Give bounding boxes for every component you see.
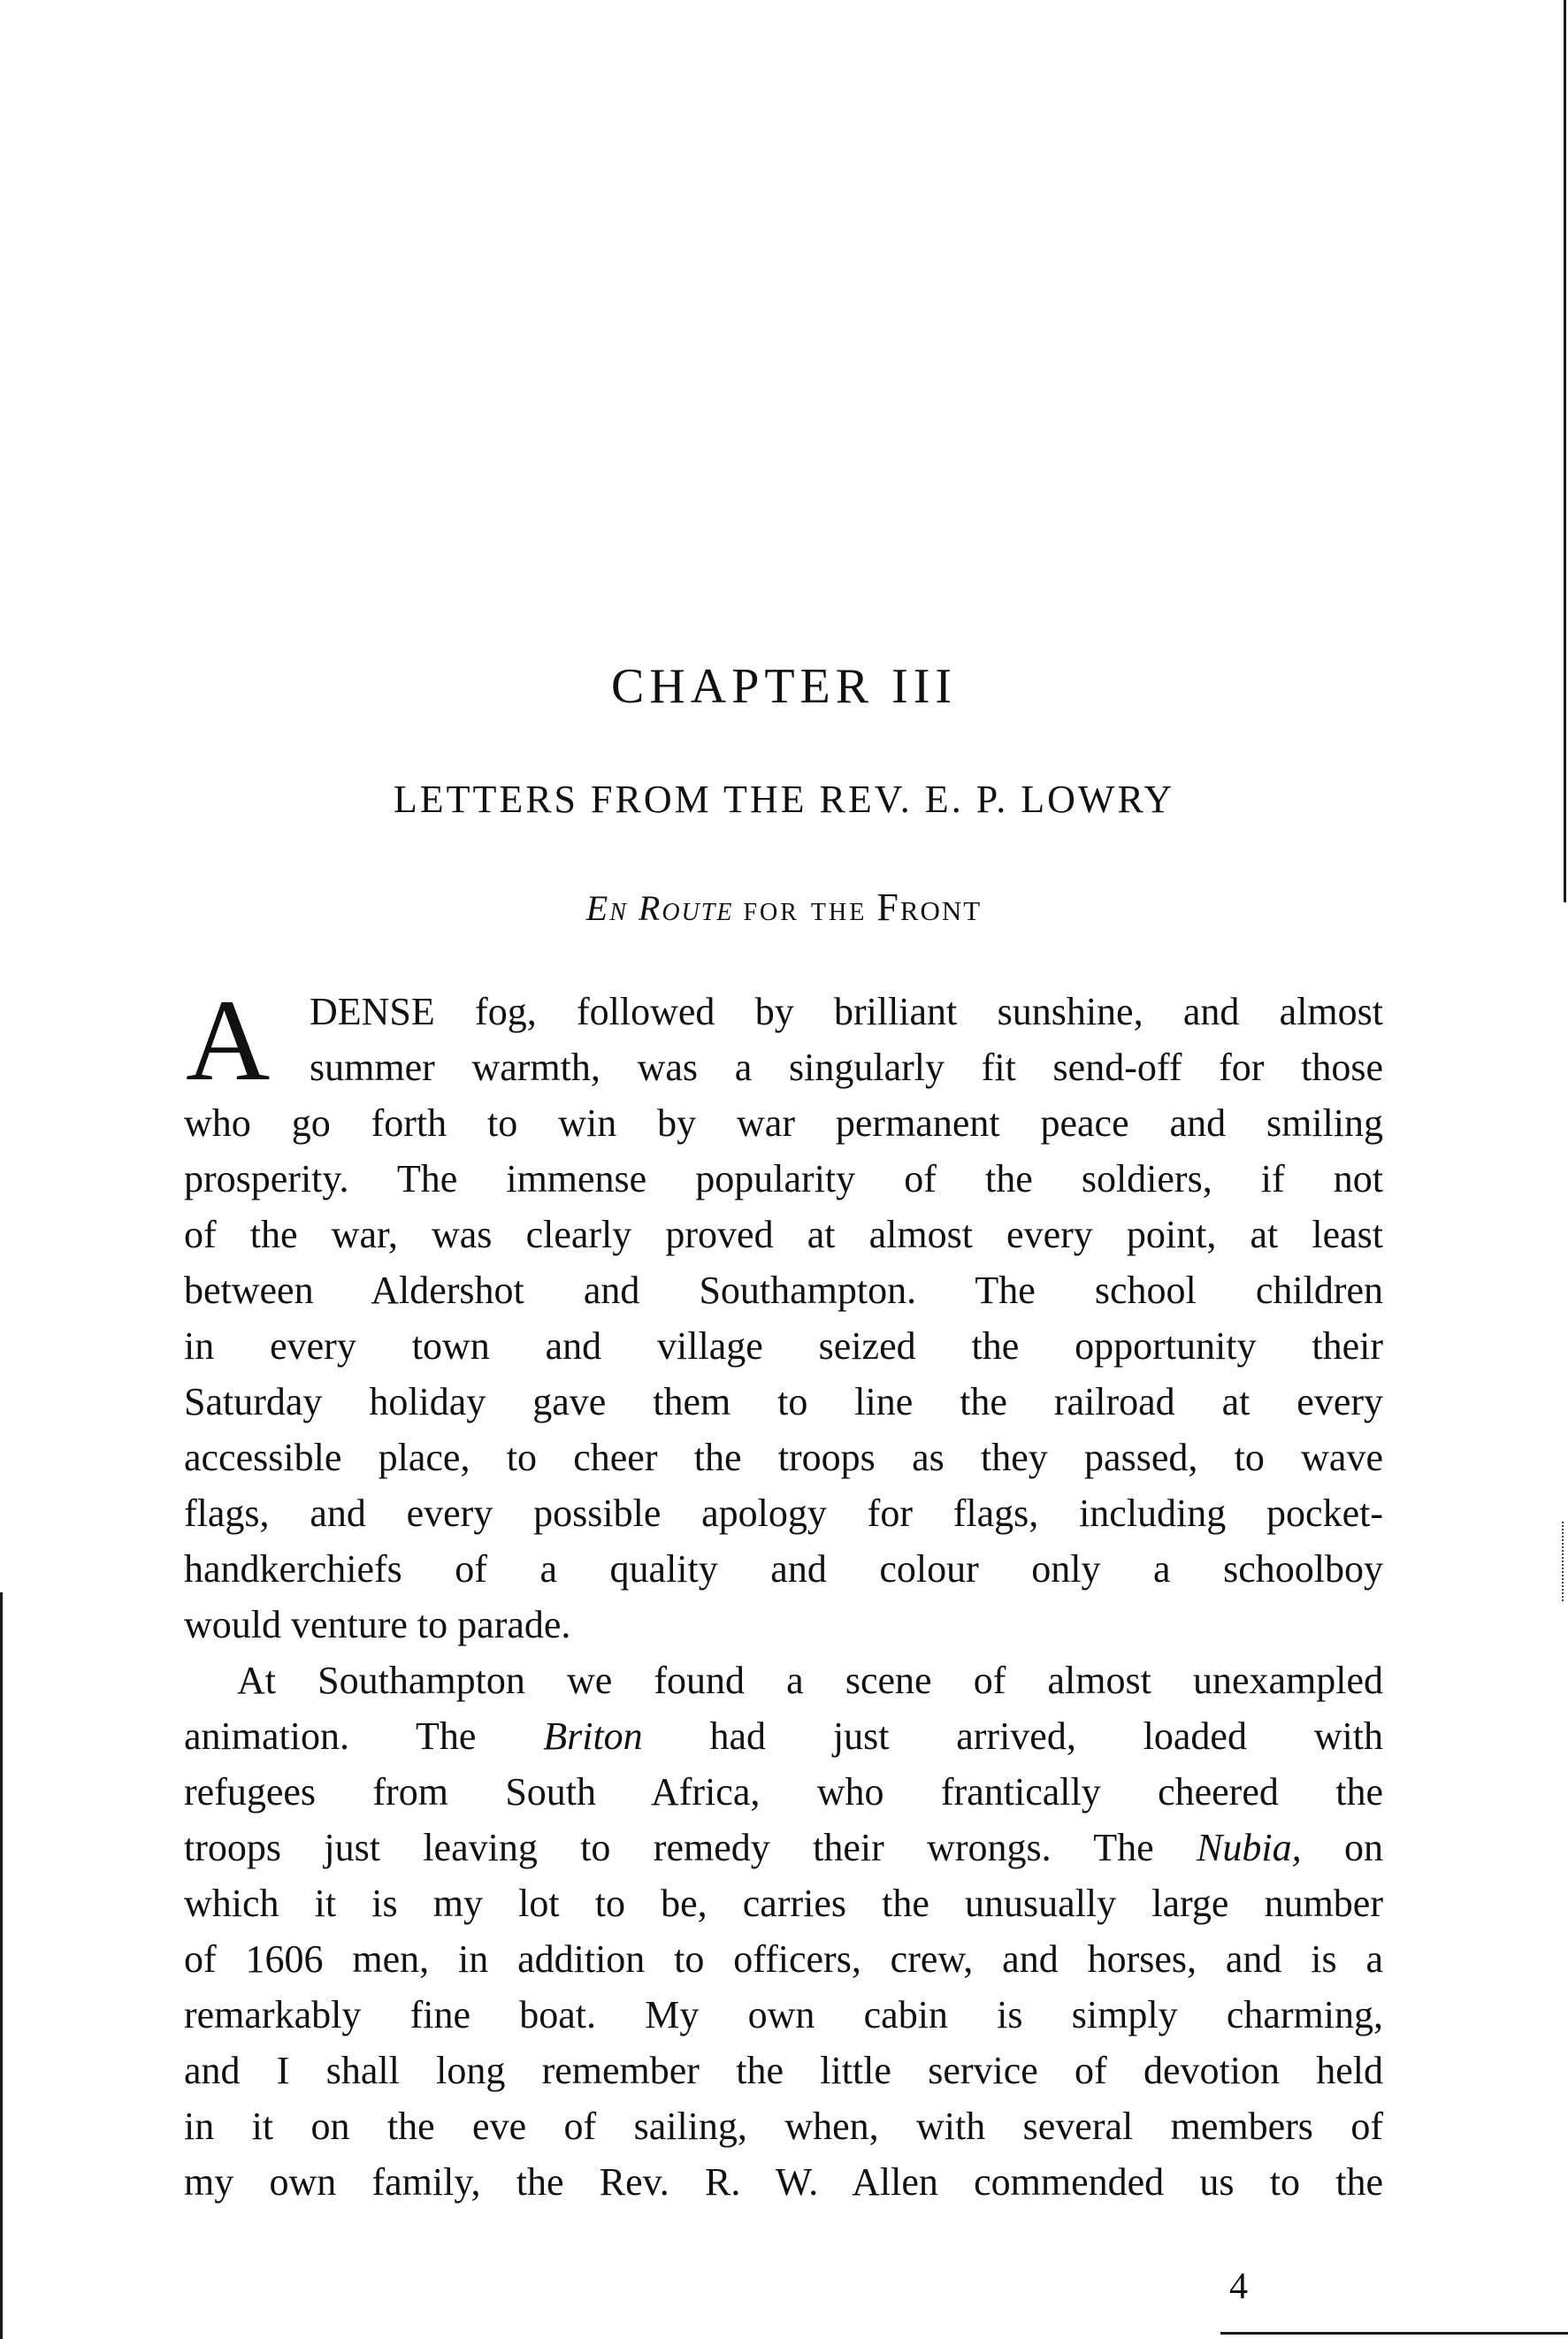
text-fragment: animation. The xyxy=(184,1714,544,1758)
text-line: At Southampton we found a scene of almost unexampled xyxy=(237,1659,1383,1702)
text-line: Saturday holiday gave them to line the railroad at every xyxy=(184,1380,1383,1423)
text-fragment: on xyxy=(1301,1826,1383,1869)
page-edge-left xyxy=(0,1592,3,2339)
drop-cap: A xyxy=(186,975,271,1105)
text-line xyxy=(184,1708,1383,1764)
text-line: who go forth to win by war permanent peace and smiling xyxy=(184,1101,1383,1145)
page-edge-bottom xyxy=(1220,2332,1568,2335)
section-en-route: En Route xyxy=(585,888,734,928)
text-line: of the war, was clearly proved at almost every point, at least xyxy=(184,1213,1383,1256)
text-line: summer warmth, was a singularly fit send-off for those xyxy=(310,1046,1383,1089)
text-line: my own family, the Rev. R. W. Allen commended us to the xyxy=(184,2160,1383,2204)
section-heading xyxy=(0,888,1568,927)
body-text xyxy=(184,975,1383,2210)
text-line: DENSE fog, followed by brilliant sunshine, and almost xyxy=(310,990,1383,1033)
text-line: and I shall long remember the little service of devotion held xyxy=(184,2049,1383,2092)
text-line: in every town and village seized the opportunity their xyxy=(184,1324,1383,1368)
text-line: in it on the eve of sailing, when, with several members of xyxy=(184,2105,1383,2148)
page-edge-mark xyxy=(1562,1522,1565,1601)
text-line xyxy=(184,1820,1383,1875)
text-line: would venture to parade. xyxy=(184,1603,571,1646)
page-edge-right xyxy=(1564,0,1566,902)
text-line: between Aldershot and Southampton. The school children xyxy=(184,1269,1383,1312)
section-front: Front xyxy=(876,886,983,929)
chapter-subtitle: LETTERS FROM THE REV. E. P. LOWRY xyxy=(393,778,1175,821)
section-for-the: for the xyxy=(743,888,868,928)
text-line: of 1606 men, in addition to officers, crew, and horses, and is a xyxy=(184,1937,1383,1981)
ship-name-nubia: Nubia, xyxy=(1197,1826,1302,1869)
chapter-title: CHAPTER III xyxy=(610,659,958,714)
text-fragment: had just arrived, loaded with xyxy=(642,1714,1383,1758)
text-line: flags, and every possible apology for flags, including pocket- xyxy=(184,1492,1383,1535)
text-line: prosperity. The immense popularity of the soldiers, if not xyxy=(184,1157,1383,1200)
text-line: handkerchiefs of a quality and colour only a schoolboy xyxy=(184,1547,1383,1591)
text-line: which it is my lot to be, carries the unusually large number xyxy=(184,1882,1383,1925)
page-number: 4 xyxy=(1229,2266,1248,2307)
text-line: accessible place, to cheer the troops as they passed, to wave xyxy=(184,1436,1383,1479)
text-line: refugees from South Africa, who frantically cheered the xyxy=(184,1770,1383,1814)
ship-name-briton: Briton xyxy=(543,1714,643,1758)
text-line: remarkably fine boat. My own cabin is simply charming, xyxy=(184,1993,1383,2036)
text-fragment: troops just leaving to remedy their wrongs. The xyxy=(184,1826,1197,1869)
